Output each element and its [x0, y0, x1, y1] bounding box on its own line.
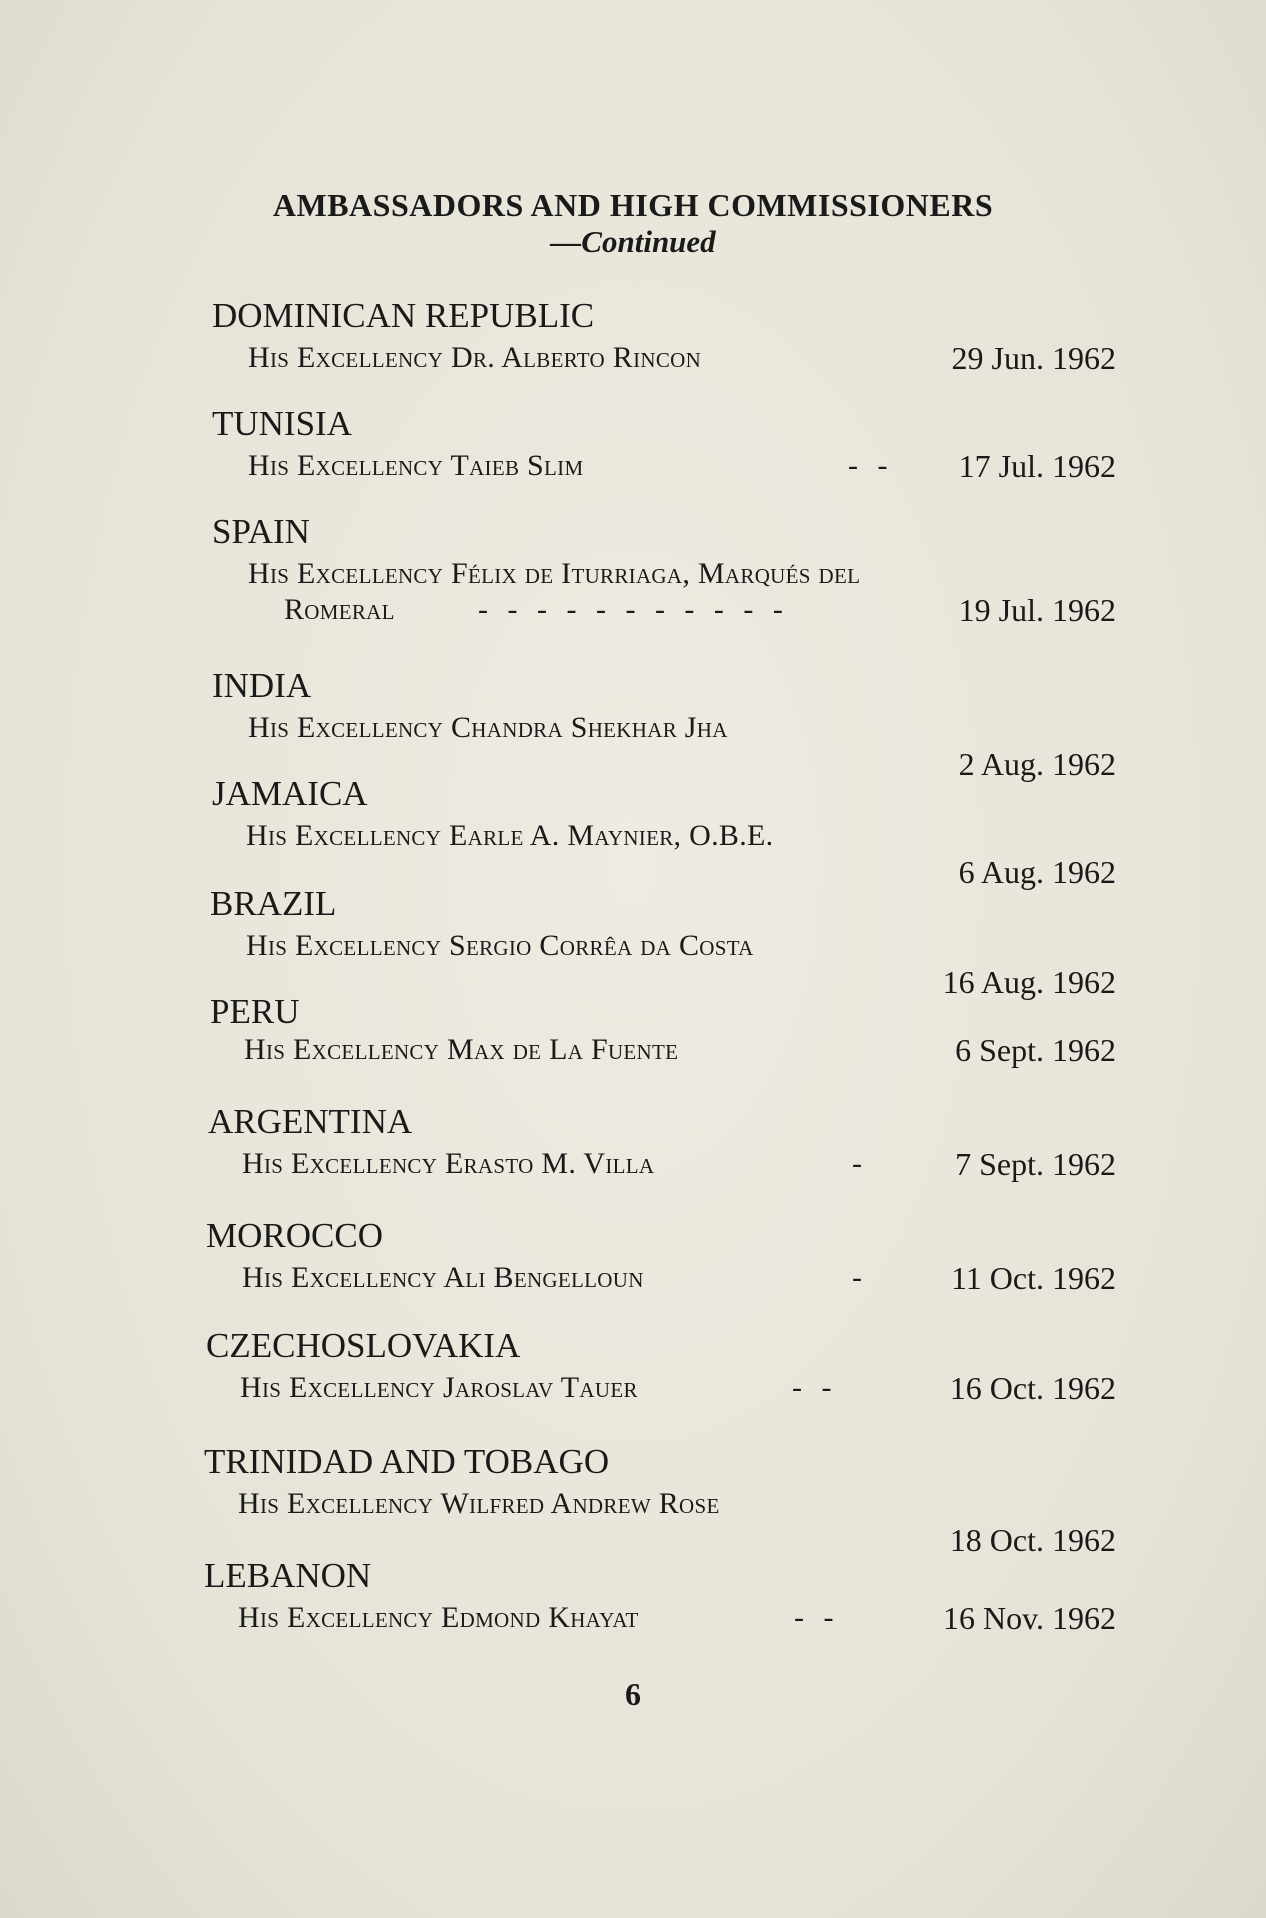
ambassador-name: His Excellency Earle A. Maynier, O.B.E.: [246, 819, 774, 852]
leader-dashes: - - - - - - - - - - -: [478, 593, 789, 626]
country-name: ARGENTINA: [208, 1102, 413, 1141]
appointment-date: 17 Jul. 1962: [958, 448, 1116, 484]
country-name: SPAIN: [212, 512, 310, 551]
ambassador-name: His Excellency Félix de Iturriaga, Marqués del: [248, 557, 861, 590]
country-name: BRAZIL: [210, 884, 337, 923]
appointment-date: 6 Aug. 1962: [958, 854, 1116, 890]
leader-dashes: - -: [848, 449, 894, 482]
leader-dashes: - -: [794, 1601, 840, 1634]
leader-dashes: -: [852, 1147, 868, 1180]
ambassador-name: His Excellency Sergio Corrêa da Costa: [246, 929, 754, 962]
country-name: PERU: [210, 992, 300, 1031]
leader-dashes: -: [852, 1261, 868, 1294]
leader-dashes: - -: [792, 1371, 838, 1404]
appointment-date: 6 Sept. 1962: [955, 1032, 1116, 1068]
appointment-date: 16 Aug. 1962: [942, 964, 1116, 1000]
country-name: INDIA: [212, 666, 312, 705]
country-name: TRINIDAD AND TOBAGO: [204, 1442, 610, 1481]
appointment-date: 7 Sept. 1962: [955, 1146, 1116, 1182]
page-number: 6: [625, 1676, 641, 1712]
country-name: DOMINICAN REPUBLIC: [212, 296, 595, 335]
country-name: JAMAICA: [212, 774, 368, 813]
ambassador-name: His Excellency Max de La Fuente: [244, 1033, 679, 1066]
ambassador-name: His Excellency Jaroslav Tauer: [240, 1371, 638, 1404]
appointment-date: 29 Jun. 1962: [951, 340, 1116, 376]
country-name: LEBANON: [204, 1556, 372, 1595]
ambassador-name: His Excellency Erasto M. Villa: [242, 1147, 655, 1180]
appointment-date: 11 Oct. 1962: [950, 1260, 1116, 1296]
appointment-date: 16 Oct. 1962: [949, 1370, 1116, 1406]
ambassador-name: His Excellency Dr. Alberto Rincon: [248, 341, 702, 374]
ambassador-name: His Excellency Edmond Khayat: [238, 1601, 639, 1634]
heading-title: AMBASSADORS AND HIGH COMMISSIONERS: [272, 187, 994, 223]
appointment-date: 19 Jul. 1962: [958, 592, 1116, 628]
ambassador-name: His Excellency Ali Bengelloun: [242, 1261, 644, 1294]
country-name: CZECHOSLOVAKIA: [206, 1326, 521, 1365]
country-name: TUNISIA: [212, 404, 352, 443]
ambassador-name: His Excellency Taieb Slim: [248, 449, 584, 482]
appointment-date: 18 Oct. 1962: [949, 1522, 1116, 1558]
appointment-date: 16 Nov. 1962: [942, 1600, 1116, 1636]
ambassador-name: His Excellency Wilfred Andrew Rose: [238, 1487, 720, 1520]
heading-subtitle: —Continued: [550, 224, 716, 259]
ambassador-name: His Excellency Chandra Shekhar Jha: [248, 711, 728, 744]
appointment-date: 2 Aug. 1962: [958, 746, 1116, 782]
ambassador-name-continued: Romeral: [284, 593, 395, 626]
page-heading: [0, 186, 1266, 260]
country-name: MOROCCO: [206, 1216, 383, 1255]
